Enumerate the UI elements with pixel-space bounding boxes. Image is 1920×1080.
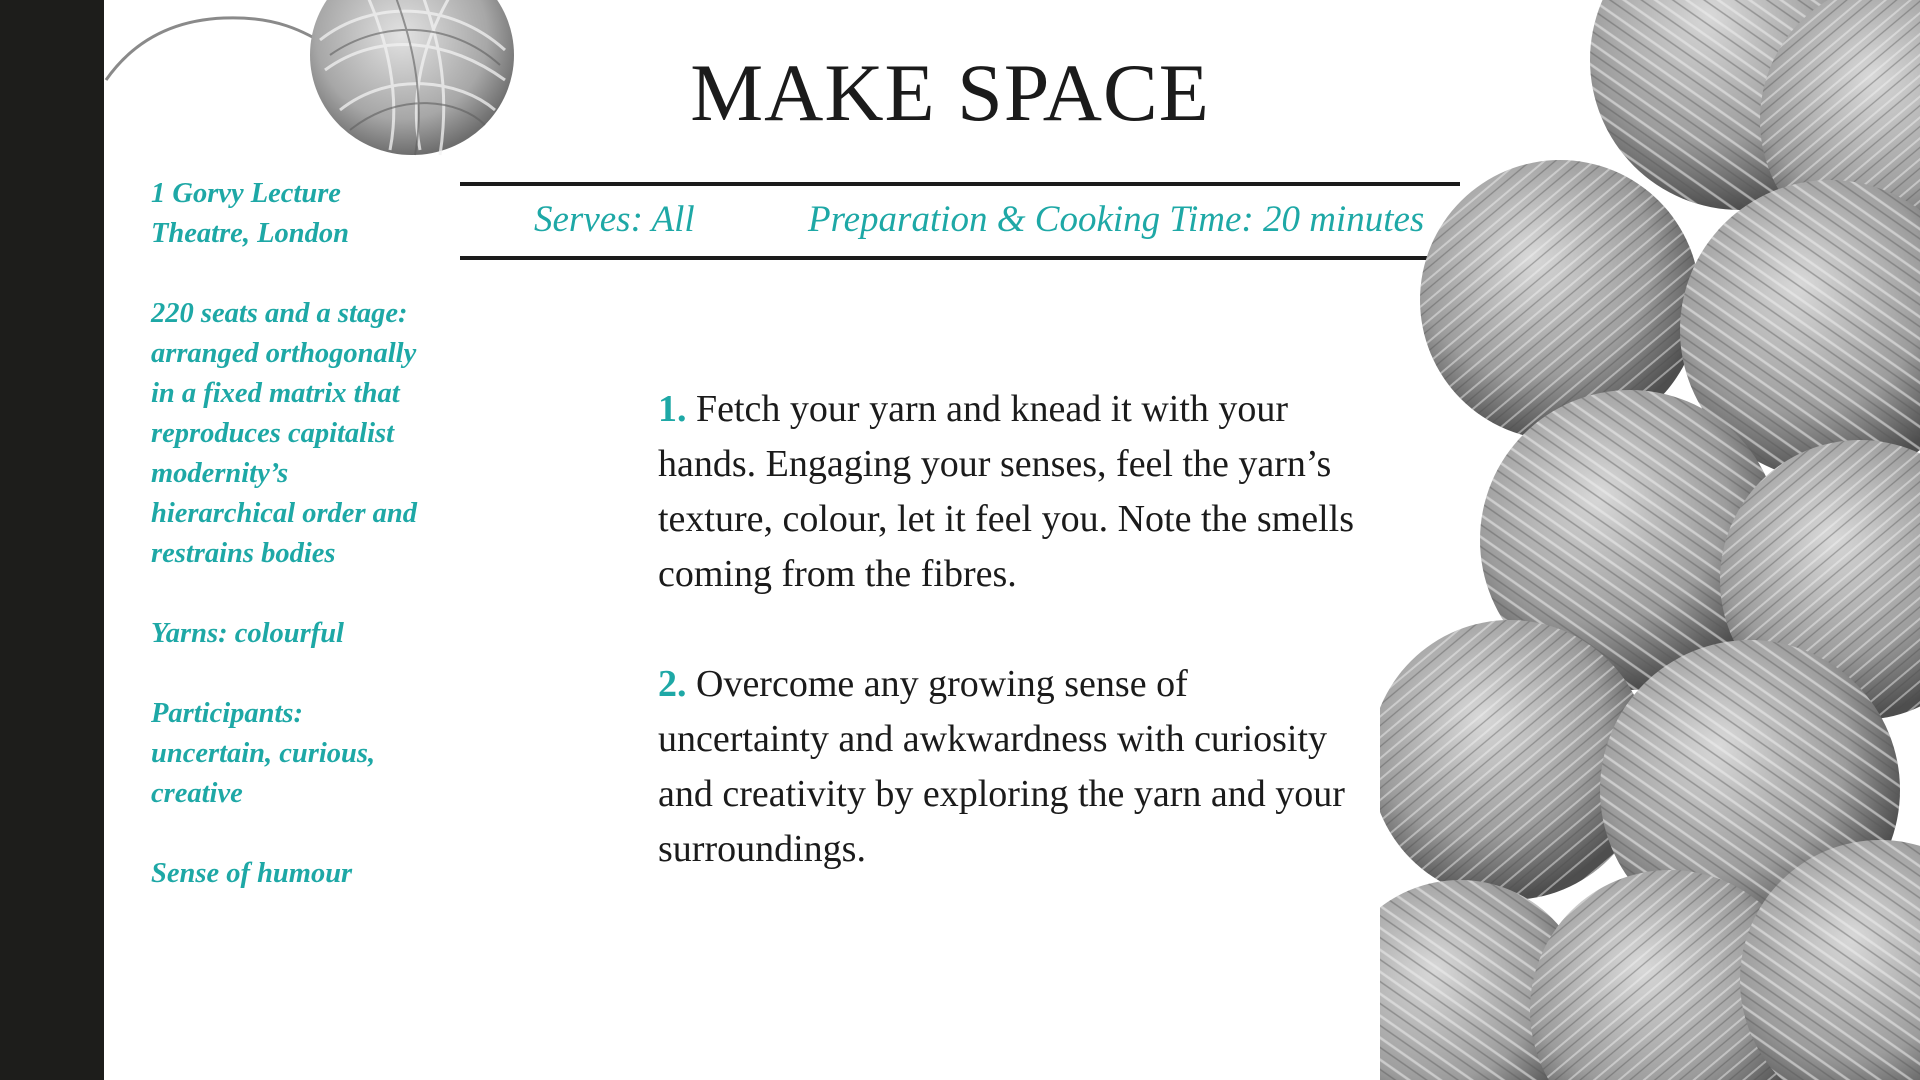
step-1-number: 1. xyxy=(658,388,687,430)
step-2 xyxy=(658,657,1358,877)
step-2-text: Overcome any growing sense of uncertainty and awkwardness with curiosity and creativity by exploring the yarn and your surroundings. xyxy=(658,663,1345,870)
seats-text: 220 seats and a stage: arranged orthogonally in a fixed matrix that reproduces capitalist modernity’s hierarchical order and restrains bodies xyxy=(151,298,418,569)
yarn-pile-image xyxy=(1380,0,1920,1080)
instruction-steps xyxy=(658,382,1358,932)
yarns-text: Yarns: colourful xyxy=(151,618,344,649)
left-dark-bar xyxy=(0,0,104,1080)
ingredients-sidebar xyxy=(151,174,421,934)
page-title: MAKE SPACE xyxy=(690,47,1210,138)
location-text: 1 Gorvy Lecture Theatre, London xyxy=(151,178,349,249)
prep-time-label: Preparation & Cooking Time: 20 minutes xyxy=(808,199,1425,240)
step-1-text: Fetch your yarn and knead it with your hands. Engaging your senses, feel the yarn’s texture, colour, let it feel you. Note the smells coming from the fibres. xyxy=(658,388,1355,595)
step-1 xyxy=(658,382,1358,602)
participants-text: Participants: uncertain, curious, creative xyxy=(151,698,376,809)
humour-text: Sense of humour xyxy=(151,858,353,889)
step-2-number: 2. xyxy=(658,663,687,705)
recipe-info-bar xyxy=(460,182,1460,260)
serves-label: Serves: All xyxy=(534,199,695,240)
